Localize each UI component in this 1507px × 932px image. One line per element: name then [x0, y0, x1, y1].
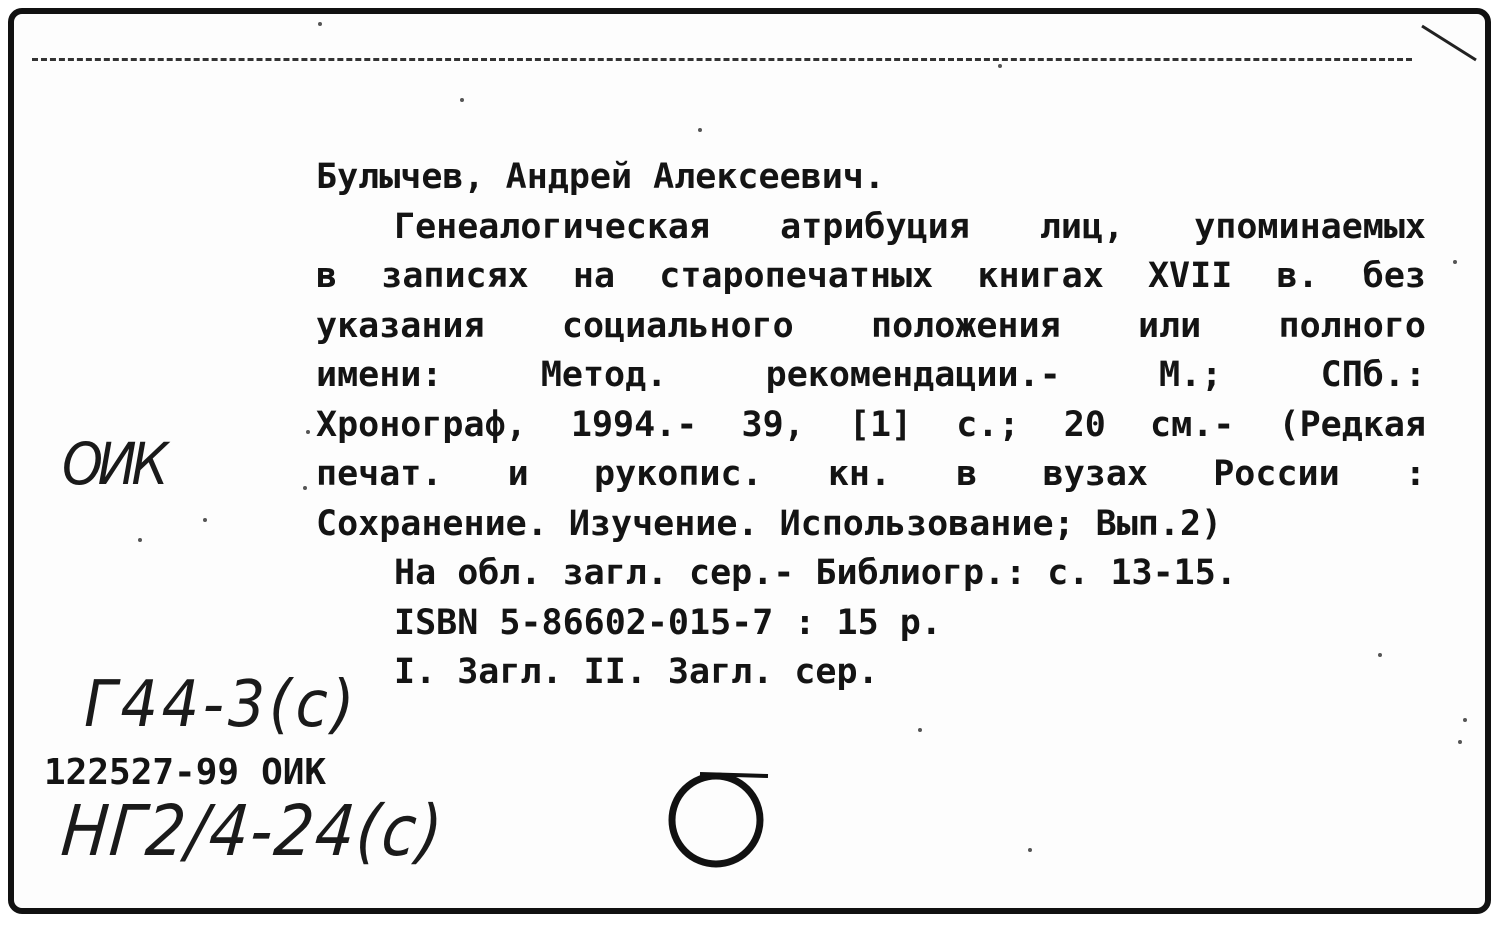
handwritten-shelf-code-1: Г44-3(с) [84, 668, 359, 742]
accession-department: ОИК [261, 752, 327, 793]
title-line: Генеалогическая атрибуция лиц, упоминаемых [394, 206, 1426, 247]
circle-stamp-mark [660, 762, 780, 872]
handwritten-dept-mark: ОИК [62, 430, 163, 498]
catalog-entry [316, 153, 1426, 698]
title-line: указания социального положения или полного [316, 305, 1426, 346]
title-line: печат. и рукопис. кн. в вузах России : [316, 454, 1426, 494]
isbn-line: ISBN 5-86602-015-7 : 15 р. [394, 602, 942, 643]
accession-stamp [44, 752, 326, 793]
handwritten-shelf-code-2: НГ2/4-24(с) [58, 790, 448, 872]
title-line: Хронограф, 1994.- 39, [1] с.; 20 см.- (Редкая [316, 404, 1426, 445]
note-line: На обл. загл. сер.- Библиогр.: с. 13-15. [394, 553, 1237, 593]
title-line: в записях на старопечатных книгах XVII в. без [316, 256, 1426, 296]
accession-number: 122527-99 [44, 752, 240, 793]
title-line: Сохранение. Изучение. Использование; Вып.2) [316, 503, 1223, 544]
author-heading: Булычев, Андрей Алексеевич. [316, 157, 885, 197]
title-line: имени: Метод. рекомендации.- М.; СПб.: [316, 355, 1426, 395]
tracings-line: I. Загл. II. Загл. сер. [394, 652, 879, 692]
